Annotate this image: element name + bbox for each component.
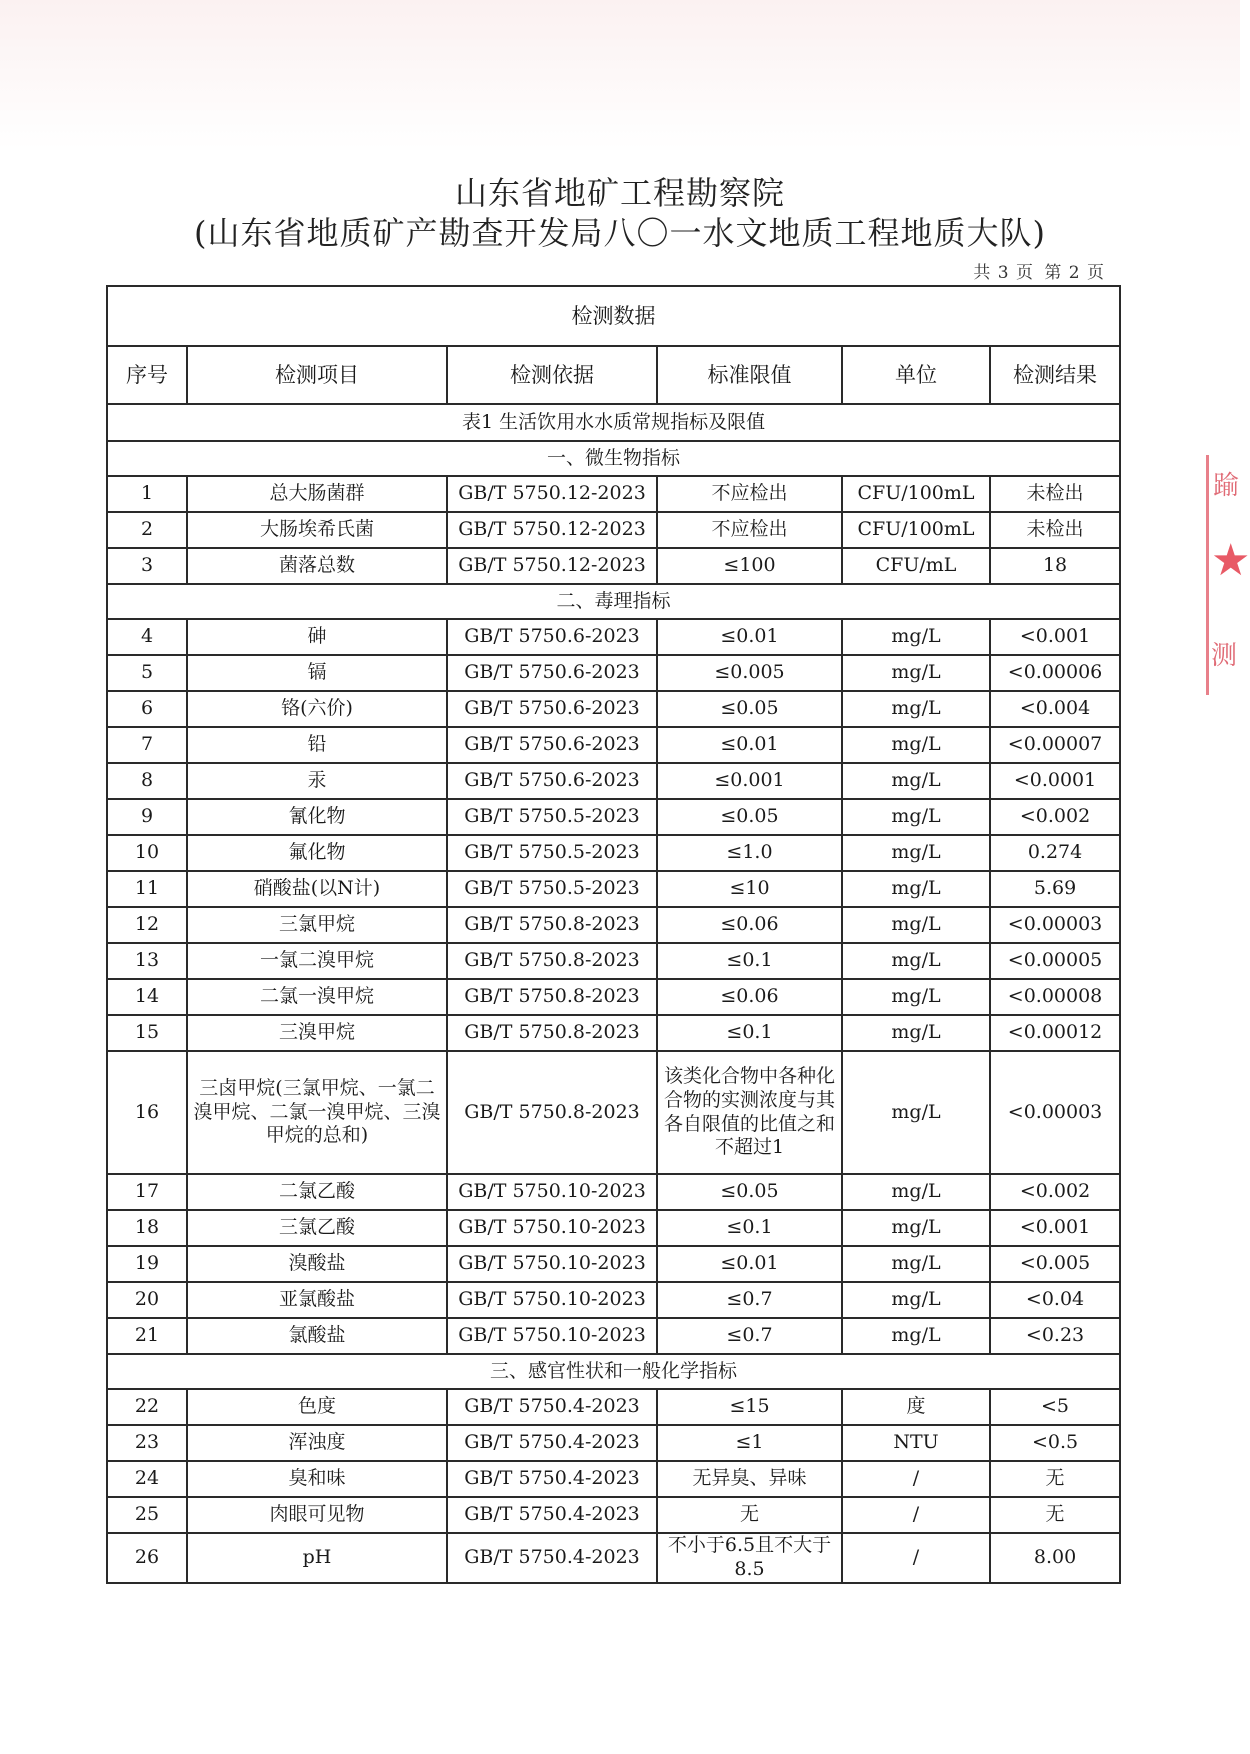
- section-row: [107, 1354, 1120, 1389]
- table-row: [107, 1425, 1120, 1461]
- table-row: [107, 979, 1120, 1015]
- row-number-cell: 23: [107, 1425, 187, 1461]
- test-item-cell: 二氯乙酸: [187, 1174, 447, 1210]
- row-number-cell: 11: [107, 871, 187, 907]
- test-result-cell: 无: [990, 1461, 1120, 1497]
- test-item-cell: pH: [187, 1533, 447, 1583]
- standard-limit-cell: ≤0.01: [657, 727, 842, 763]
- table-row: [107, 1210, 1120, 1246]
- table-row: [107, 1015, 1120, 1051]
- test-basis-cell: GB/T 5750.4-2023: [447, 1389, 657, 1425]
- row-number-cell: 19: [107, 1246, 187, 1282]
- section-title: 二、毒理指标: [107, 584, 1120, 619]
- table-row: [107, 548, 1120, 584]
- section-title: 三、感官性状和一般化学指标: [107, 1354, 1120, 1389]
- standard-limit-cell: ≤0.005: [657, 655, 842, 691]
- unit-cell: mg/L: [842, 763, 990, 799]
- page-background-tint: [0, 0, 1240, 150]
- test-basis-cell: GB/T 5750.5-2023: [447, 799, 657, 835]
- test-result-cell: 18: [990, 548, 1120, 584]
- standard-limit-cell: ≤0.05: [657, 799, 842, 835]
- test-item-cell: 三卤甲烷(三氯甲烷、一氯二溴甲烷、二氯一溴甲烷、三溴甲烷的总和): [187, 1051, 447, 1174]
- test-result-cell: <0.00006: [990, 655, 1120, 691]
- table-title-row: [107, 404, 1120, 441]
- test-basis-cell: GB/T 5750.8-2023: [447, 907, 657, 943]
- test-result-cell: 无: [990, 1497, 1120, 1533]
- test-item-cell: 一氯二溴甲烷: [187, 943, 447, 979]
- test-item-cell: 肉眼可见物: [187, 1497, 447, 1533]
- standard-limit-cell: 不应检出: [657, 476, 842, 512]
- test-basis-cell: GB/T 5750.4-2023: [447, 1461, 657, 1497]
- test-item-cell: 铅: [187, 727, 447, 763]
- unit-cell: mg/L: [842, 943, 990, 979]
- standard-limit-cell: 不小于6.5且不大于8.5: [657, 1533, 842, 1583]
- unit-cell: CFU/mL: [842, 548, 990, 584]
- table-row: [107, 907, 1120, 943]
- institute-subtitle: (山东省地质矿产勘查开发局八〇一水文地质工程地质大队): [194, 214, 1046, 252]
- standard-limit-cell: ≤100: [657, 548, 842, 584]
- test-item-cell: 菌落总数: [187, 548, 447, 584]
- test-result-cell: <0.001: [990, 619, 1120, 655]
- test-result-cell: 5.69: [990, 871, 1120, 907]
- standard-limit-cell: ≤0.001: [657, 763, 842, 799]
- test-result-cell: <0.00003: [990, 907, 1120, 943]
- standard-limit-cell: ≤1.0: [657, 835, 842, 871]
- unit-cell: mg/L: [842, 835, 990, 871]
- test-result-cell: 未检出: [990, 476, 1120, 512]
- row-number-cell: 24: [107, 1461, 187, 1497]
- standard-limit-cell: ≤15: [657, 1389, 842, 1425]
- table-caption: 检测数据: [107, 286, 1120, 346]
- row-number-cell: 8: [107, 763, 187, 799]
- column-header-basis: 检测依据: [447, 346, 657, 404]
- test-basis-cell: GB/T 5750.10-2023: [447, 1282, 657, 1318]
- standard-limit-cell: ≤10: [657, 871, 842, 907]
- table-row: [107, 1051, 1120, 1174]
- test-result-cell: <0.5: [990, 1425, 1120, 1461]
- standard-limit-cell: ≤0.06: [657, 979, 842, 1015]
- test-result-cell: <0.002: [990, 1174, 1120, 1210]
- row-number-cell: 1: [107, 476, 187, 512]
- table-title: 表1 生活饮用水水质常规指标及限值: [107, 404, 1120, 441]
- star-icon: ★: [1211, 535, 1250, 586]
- table-row: [107, 799, 1120, 835]
- row-number-cell: 14: [107, 979, 187, 1015]
- test-result-cell: <0.001: [990, 1210, 1120, 1246]
- page-indicator: [969, 258, 1105, 283]
- test-basis-cell: GB/T 5750.5-2023: [447, 835, 657, 871]
- row-number-cell: 18: [107, 1210, 187, 1246]
- test-item-cell: 三氯乙酸: [187, 1210, 447, 1246]
- test-result-cell: <0.00007: [990, 727, 1120, 763]
- row-number-cell: 25: [107, 1497, 187, 1533]
- table-row: [107, 655, 1120, 691]
- test-result-cell: <0.00003: [990, 1051, 1120, 1174]
- test-basis-cell: GB/T 5750.10-2023: [447, 1174, 657, 1210]
- standard-limit-cell: ≤0.01: [657, 619, 842, 655]
- test-basis-cell: GB/T 5750.4-2023: [447, 1497, 657, 1533]
- row-number-cell: 2: [107, 512, 187, 548]
- column-header-result: 检测结果: [990, 346, 1120, 404]
- section-row: [107, 441, 1120, 476]
- test-basis-cell: GB/T 5750.4-2023: [447, 1533, 657, 1583]
- test-result-cell: <0.04: [990, 1282, 1120, 1318]
- test-basis-cell: GB/T 5750.10-2023: [447, 1210, 657, 1246]
- standard-limit-cell: ≤0.01: [657, 1246, 842, 1282]
- test-item-cell: 三溴甲烷: [187, 1015, 447, 1051]
- unit-cell: mg/L: [842, 799, 990, 835]
- test-result-cell: <0.00005: [990, 943, 1120, 979]
- table-row: [107, 476, 1120, 512]
- unit-cell: mg/L: [842, 1015, 990, 1051]
- column-header-no: 序号: [107, 346, 187, 404]
- standard-limit-cell: 该类化合物中各种化合物的实测浓度与其各自限值的比值之和不超过1: [657, 1051, 842, 1174]
- standard-limit-cell: ≤0.1: [657, 943, 842, 979]
- test-item-cell: 大肠埃希氏菌: [187, 512, 447, 548]
- unit-cell: mg/L: [842, 871, 990, 907]
- row-number-cell: 4: [107, 619, 187, 655]
- test-item-cell: 二氯一溴甲烷: [187, 979, 447, 1015]
- test-item-cell: 镉: [187, 655, 447, 691]
- unit-cell: /: [842, 1461, 990, 1497]
- row-number-cell: 15: [107, 1015, 187, 1051]
- table-header-row: [107, 346, 1120, 404]
- table-row: [107, 835, 1120, 871]
- unit-cell: mg/L: [842, 1282, 990, 1318]
- table-row: [107, 943, 1120, 979]
- test-data-table: [106, 285, 1121, 1584]
- page-total: 共 3 页: [973, 263, 1034, 283]
- standard-limit-cell: ≤0.1: [657, 1015, 842, 1051]
- stamp-text: 踰: [1213, 471, 1240, 501]
- unit-cell: /: [842, 1497, 990, 1533]
- unit-cell: CFU/100mL: [842, 512, 990, 548]
- table-row: [107, 512, 1120, 548]
- test-item-cell: 铬(六价): [187, 691, 447, 727]
- table-row: [107, 1461, 1120, 1497]
- unit-cell: mg/L: [842, 691, 990, 727]
- test-item-cell: 亚氯酸盐: [187, 1282, 447, 1318]
- row-number-cell: 21: [107, 1318, 187, 1354]
- test-basis-cell: GB/T 5750.12-2023: [447, 512, 657, 548]
- test-result-cell: 未检出: [990, 512, 1120, 548]
- test-basis-cell: GB/T 5750.8-2023: [447, 943, 657, 979]
- column-header-limit: 标准限值: [657, 346, 842, 404]
- column-header-unit: 单位: [842, 346, 990, 404]
- stamp-text: 测: [1211, 641, 1238, 671]
- test-item-cell: 溴酸盐: [187, 1246, 447, 1282]
- test-item-cell: 砷: [187, 619, 447, 655]
- column-header-item: 检测项目: [187, 346, 447, 404]
- unit-cell: mg/L: [842, 1246, 990, 1282]
- row-number-cell: 12: [107, 907, 187, 943]
- test-item-cell: 臭和味: [187, 1461, 447, 1497]
- row-number-cell: 16: [107, 1051, 187, 1174]
- unit-cell: mg/L: [842, 655, 990, 691]
- row-number-cell: 10: [107, 835, 187, 871]
- test-item-cell: 汞: [187, 763, 447, 799]
- standard-limit-cell: ≤0.05: [657, 691, 842, 727]
- standard-limit-cell: 无异臭、异味: [657, 1461, 842, 1497]
- test-result-cell: <0.005: [990, 1246, 1120, 1282]
- test-result-cell: <0.004: [990, 691, 1120, 727]
- test-result-cell: 0.274: [990, 835, 1120, 871]
- test-basis-cell: GB/T 5750.6-2023: [447, 727, 657, 763]
- table-row: [107, 691, 1120, 727]
- table-row: [107, 1389, 1120, 1425]
- table-body: [107, 286, 1120, 1583]
- row-number-cell: 6: [107, 691, 187, 727]
- test-basis-cell: GB/T 5750.6-2023: [447, 655, 657, 691]
- official-seal-stamp: [1206, 455, 1250, 695]
- test-result-cell: 8.00: [990, 1533, 1120, 1583]
- standard-limit-cell: ≤0.7: [657, 1318, 842, 1354]
- table-row: [107, 1246, 1120, 1282]
- test-item-cell: 氰化物: [187, 799, 447, 835]
- test-item-cell: 硝酸盐(以N计): [187, 871, 447, 907]
- test-result-cell: <0.00012: [990, 1015, 1120, 1051]
- unit-cell: mg/L: [842, 979, 990, 1015]
- test-result-cell: <0.0001: [990, 763, 1120, 799]
- institute-title: 山东省地矿工程勘察院: [454, 174, 785, 212]
- test-basis-cell: GB/T 5750.10-2023: [447, 1246, 657, 1282]
- test-item-cell: 氟化物: [187, 835, 447, 871]
- table-row: [107, 1174, 1120, 1210]
- unit-cell: 度: [842, 1389, 990, 1425]
- test-basis-cell: GB/T 5750.12-2023: [447, 476, 657, 512]
- test-basis-cell: GB/T 5750.8-2023: [447, 1015, 657, 1051]
- row-number-cell: 9: [107, 799, 187, 835]
- test-basis-cell: GB/T 5750.10-2023: [447, 1318, 657, 1354]
- row-number-cell: 13: [107, 943, 187, 979]
- test-basis-cell: GB/T 5750.6-2023: [447, 763, 657, 799]
- page-current: 第 2 页: [1044, 263, 1105, 283]
- standard-limit-cell: 不应检出: [657, 512, 842, 548]
- test-item-cell: 色度: [187, 1389, 447, 1425]
- table-row: [107, 871, 1120, 907]
- test-result-cell: <5: [990, 1389, 1120, 1425]
- test-result-cell: <0.23: [990, 1318, 1120, 1354]
- section-title: 一、微生物指标: [107, 441, 1120, 476]
- section-row: [107, 584, 1120, 619]
- table-row: [107, 727, 1120, 763]
- standard-limit-cell: ≤0.06: [657, 907, 842, 943]
- unit-cell: mg/L: [842, 1174, 990, 1210]
- test-item-cell: 三氯甲烷: [187, 907, 447, 943]
- unit-cell: mg/L: [842, 1318, 990, 1354]
- unit-cell: mg/L: [842, 1210, 990, 1246]
- test-item-cell: 总大肠菌群: [187, 476, 447, 512]
- row-number-cell: 7: [107, 727, 187, 763]
- row-number-cell: 22: [107, 1389, 187, 1425]
- table-row: [107, 1533, 1120, 1583]
- row-number-cell: 20: [107, 1282, 187, 1318]
- unit-cell: mg/L: [842, 907, 990, 943]
- test-basis-cell: GB/T 5750.8-2023: [447, 1051, 657, 1174]
- unit-cell: NTU: [842, 1425, 990, 1461]
- unit-cell: mg/L: [842, 1051, 990, 1174]
- table-row: [107, 619, 1120, 655]
- test-basis-cell: GB/T 5750.8-2023: [447, 979, 657, 1015]
- test-basis-cell: GB/T 5750.4-2023: [447, 1425, 657, 1461]
- standard-limit-cell: ≤1: [657, 1425, 842, 1461]
- unit-cell: mg/L: [842, 727, 990, 763]
- table-row: [107, 1497, 1120, 1533]
- test-result-cell: <0.00008: [990, 979, 1120, 1015]
- standard-limit-cell: ≤0.1: [657, 1210, 842, 1246]
- row-number-cell: 17: [107, 1174, 187, 1210]
- row-number-cell: 5: [107, 655, 187, 691]
- table-row: [107, 1282, 1120, 1318]
- test-item-cell: 浑浊度: [187, 1425, 447, 1461]
- unit-cell: CFU/100mL: [842, 476, 990, 512]
- standard-limit-cell: ≤0.7: [657, 1282, 842, 1318]
- test-basis-cell: GB/T 5750.6-2023: [447, 619, 657, 655]
- unit-cell: mg/L: [842, 619, 990, 655]
- test-item-cell: 氯酸盐: [187, 1318, 447, 1354]
- table-row: [107, 1318, 1120, 1354]
- standard-limit-cell: ≤0.05: [657, 1174, 842, 1210]
- row-number-cell: 26: [107, 1533, 187, 1583]
- table-row: [107, 763, 1120, 799]
- table-caption-row: [107, 286, 1120, 346]
- test-basis-cell: GB/T 5750.5-2023: [447, 871, 657, 907]
- row-number-cell: 3: [107, 548, 187, 584]
- standard-limit-cell: 无: [657, 1497, 842, 1533]
- unit-cell: /: [842, 1533, 990, 1583]
- test-basis-cell: GB/T 5750.12-2023: [447, 548, 657, 584]
- test-result-cell: <0.002: [990, 799, 1120, 835]
- test-basis-cell: GB/T 5750.6-2023: [447, 691, 657, 727]
